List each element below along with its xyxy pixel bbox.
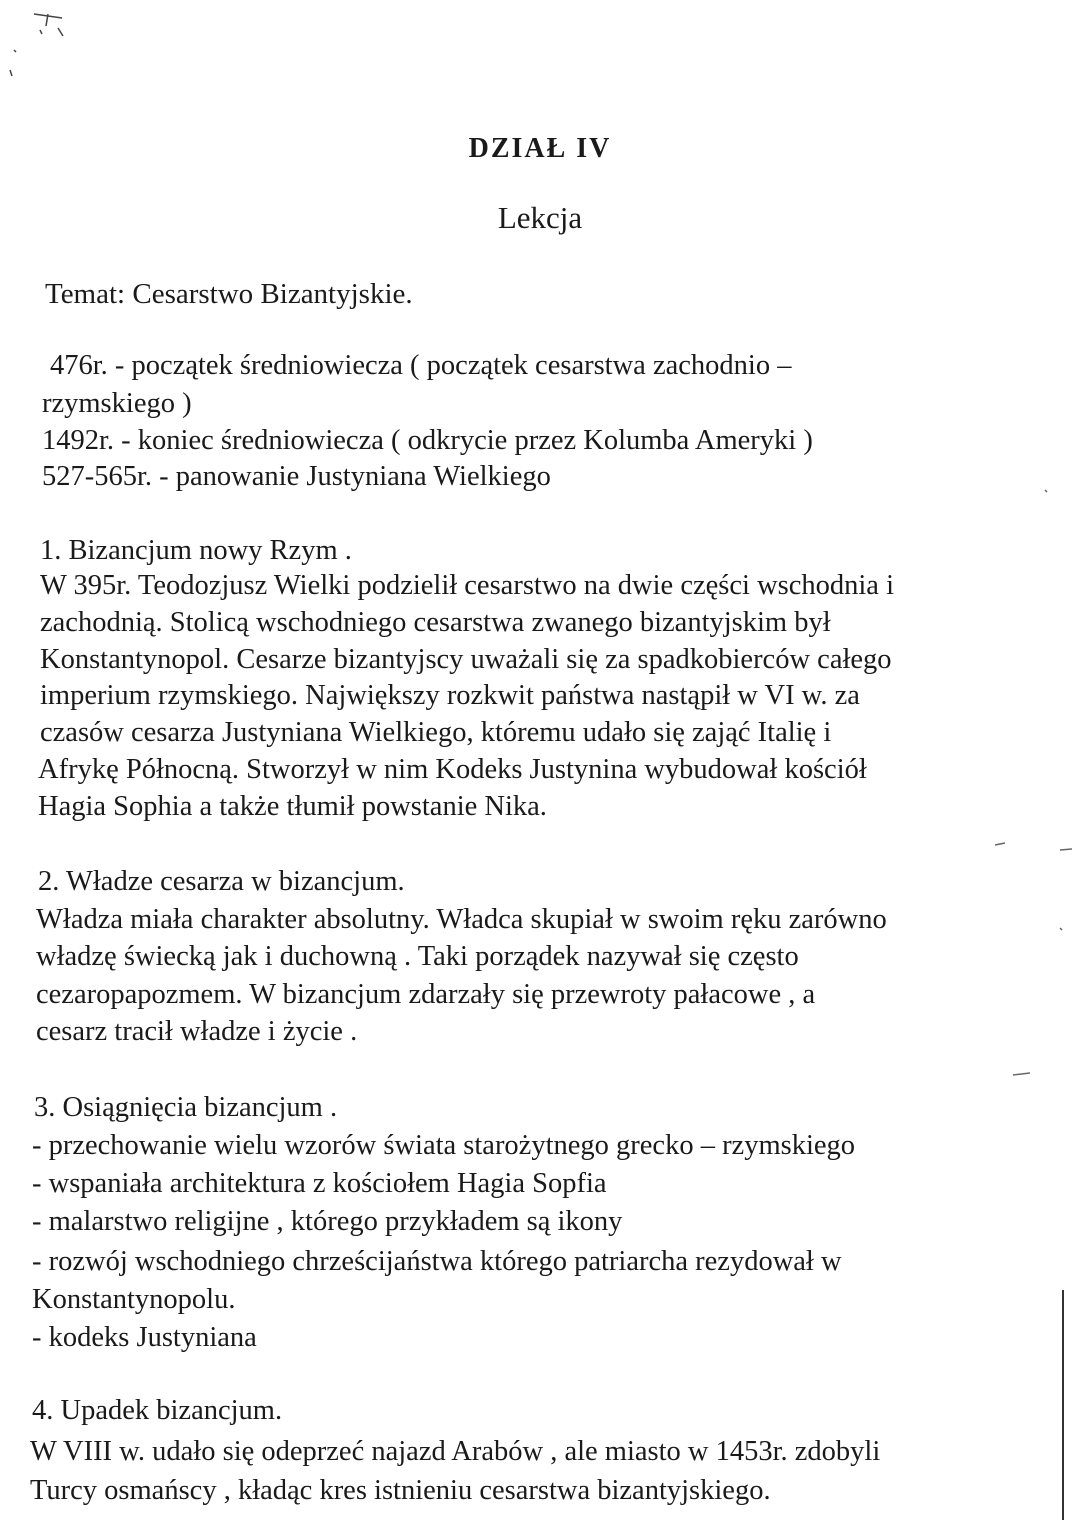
- paragraph-line: cesarz tracił władze i życie .: [36, 1016, 358, 1047]
- paragraph-line: W 395r. Teodozjusz Wielki podzielił cesarstwo na dwie części wschodnia i: [40, 570, 894, 601]
- scan-edge-line: [1062, 1290, 1064, 1520]
- paragraph-line: władzę świecką jak i duchowną . Taki porządek nazywał się często: [36, 941, 799, 972]
- section-4-title: 4. Upadek bizancjum.: [32, 1395, 283, 1426]
- section-heading: DZIAŁ IV: [468, 133, 612, 164]
- paragraph-line: Konstantynopol. Cesarze bizantyjscy uważali się za spadkobierców całego: [40, 644, 892, 675]
- date-line: rzymskiego ): [42, 388, 192, 419]
- date-line: 1492r. - koniec średniowiecza ( odkrycie przez Kolumba Ameryki ): [42, 425, 813, 456]
- paragraph-line: czasów cesarza Justyniana Wielkiego, któremu udało się zająć Italię i: [40, 717, 832, 748]
- paragraph-line: Afrykę Północną. Stworzył w nim Kodeks Justynina wybudował kościół: [38, 754, 867, 785]
- list-item: - wspaniała architektura z kościołem Hagia Sopfia: [32, 1168, 607, 1199]
- lesson-heading: Lekcja: [497, 200, 583, 235]
- section-3-title: 3. Osiągnięcia bizancjum .: [34, 1092, 338, 1123]
- list-item: - kodeks Justyniana: [32, 1322, 257, 1353]
- list-item: - rozwój wschodniego chrześcijaństwa którego patriarcha rezydował w: [32, 1246, 842, 1277]
- paragraph-line: imperium rzymskiego. Największy rozkwit państwa nastąpił w VI w. za: [40, 680, 860, 711]
- date-line: 476r. - początek średniowiecza ( początek cesarstwa zachodnio –: [50, 350, 792, 381]
- list-item: - przechowanie wielu wzorów świata starożytnego grecko – rzymskiego: [32, 1130, 856, 1161]
- section-2-title: 2. Władze cesarza w bizancjum.: [38, 866, 405, 897]
- paragraph-line: Władza miała charakter absolutny. Władca skupiał w swoim ręku zarówno: [36, 904, 887, 935]
- topic-line: Temat: Cesarstwo Bizantyjskie.: [45, 278, 413, 310]
- paragraph-line: Hagia Sophia a także tłumił powstanie Nika.: [38, 791, 547, 822]
- list-item: Konstantynopolu.: [32, 1284, 236, 1315]
- date-line: 527-565r. - panowanie Justyniana Wielkiego: [42, 461, 551, 492]
- section-1-title: 1. Bizancjum nowy Rzym .: [40, 535, 352, 566]
- list-item: - malarstwo religijne , którego przykładem są ikony: [32, 1206, 623, 1237]
- paragraph-line: cezaropapozmem. W bizancjum zdarzały się przewroty pałacowe , a: [36, 979, 816, 1010]
- paragraph-line: W VIII w. udało się odeprzeć najazd Arabów , ale miasto w 1453r. zdobyli: [30, 1436, 881, 1467]
- paragraph-line: Turcy osmańscy , kładąc kres istnieniu cesarstwa bizantyjskiego.: [30, 1475, 771, 1506]
- paragraph-line: zachodnią. Stolicą wschodniego cesarstwa zwanego bizantyjskim był: [40, 607, 831, 638]
